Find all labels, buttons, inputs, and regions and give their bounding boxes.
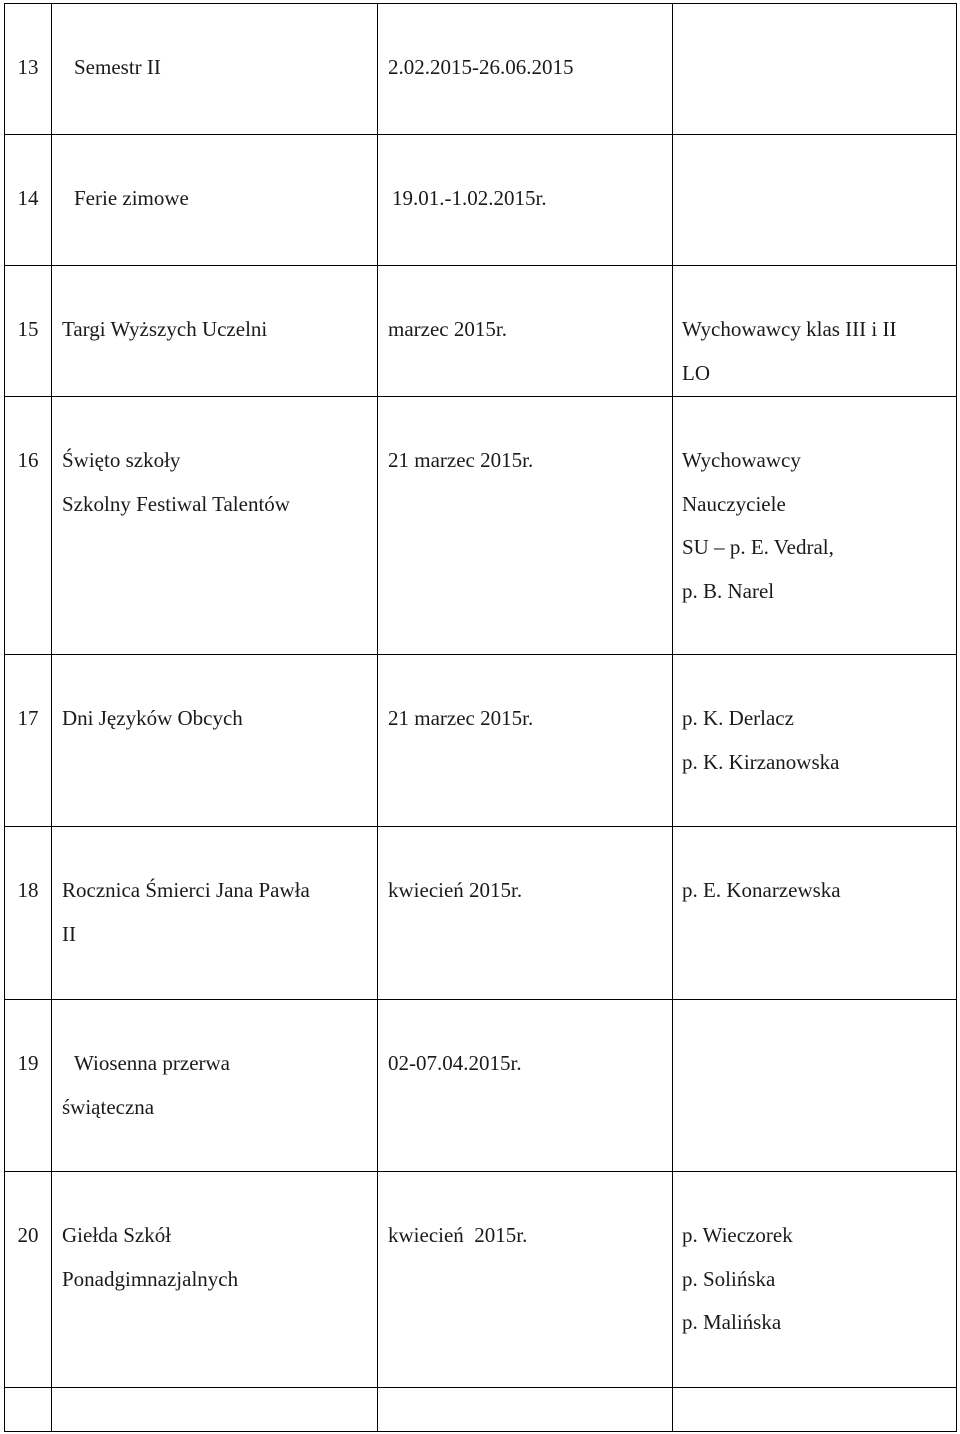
event-date: 21 marzec 2015r. [388, 706, 534, 730]
event-name-cell [52, 135, 378, 266]
responsible-person: p. Wieczorek [682, 1223, 793, 1247]
responsible-cell [673, 1172, 957, 1388]
event-name: świąteczna [62, 1094, 155, 1119]
event-date-cell [378, 397, 673, 655]
row-number-cell [5, 397, 52, 655]
schedule-table [4, 3, 957, 1432]
responsible-person: p. K. Kirzanowska [682, 749, 840, 774]
event-name: Semestr II [74, 55, 161, 79]
table-row [5, 1172, 957, 1388]
event-date: kwiecień 2015r. [388, 878, 523, 902]
table-row [5, 135, 957, 266]
event-name-cell [52, 827, 378, 1000]
row-number: 14 [17, 186, 39, 210]
responsible-person: Wychowawcy [682, 448, 801, 472]
responsible-cell [673, 827, 957, 1000]
event-name-cell [52, 4, 378, 135]
row-number-cell [5, 266, 52, 397]
responsible-person: LO [682, 360, 710, 385]
event-name: Dni Języków Obcych [62, 706, 243, 730]
event-date-cell [378, 135, 673, 266]
row-number-cell [5, 135, 52, 266]
responsible-person: p. K. Derlacz [682, 706, 794, 730]
table-row [5, 1388, 957, 1432]
event-date: 21 marzec 2015r. [388, 448, 534, 472]
event-name: Ferie zimowe [74, 186, 189, 210]
responsible-cell [673, 135, 957, 266]
responsible-cell [673, 1000, 957, 1172]
event-date: 02-07.04.2015r. [388, 1051, 522, 1075]
event-name-cell [52, 1388, 378, 1432]
event-name: Rocznica Śmierci Jana Pawła [62, 878, 310, 902]
event-date-cell [378, 827, 673, 1000]
row-number-cell [5, 827, 52, 1000]
row-number: 15 [17, 317, 39, 341]
event-name-cell [52, 397, 378, 655]
responsible-person: p. Malińska [682, 1310, 782, 1334]
responsible-cell [673, 655, 957, 827]
table-row [5, 266, 957, 397]
table-row [5, 4, 957, 135]
table-row [5, 397, 957, 655]
event-name: Targi Wyższych Uczelni [62, 317, 268, 341]
event-name: Giełda Szkół [62, 1223, 172, 1247]
responsible-person: Wychowawcy klas III i II [682, 317, 897, 341]
responsible-cell [673, 266, 957, 397]
event-name-cell [52, 655, 378, 827]
event-name-cell [52, 266, 378, 397]
responsible-person: p. E. Konarzewska [682, 878, 841, 902]
event-date: 2.02.2015-26.06.2015 [388, 55, 574, 79]
row-number-cell [5, 1000, 52, 1172]
responsible-person: p. Solińska [682, 1266, 776, 1291]
event-date-cell [378, 4, 673, 135]
event-name: II [62, 921, 76, 946]
event-date: marzec 2015r. [388, 317, 507, 341]
event-date: kwiecień 2015r. [388, 1223, 528, 1247]
row-number: 20 [17, 1223, 39, 1247]
event-date-cell [378, 655, 673, 827]
event-date-cell [378, 1000, 673, 1172]
row-number-cell [5, 4, 52, 135]
responsible-cell [673, 397, 957, 655]
responsible-cell [673, 1388, 957, 1432]
event-date-cell [378, 1388, 673, 1432]
row-number-cell [5, 1388, 52, 1432]
event-name-cell [52, 1000, 378, 1172]
responsible-person: Nauczyciele [682, 491, 786, 516]
event-date-cell [378, 1172, 673, 1388]
table-row [5, 1000, 957, 1172]
event-date-cell [378, 266, 673, 397]
row-number-cell [5, 1172, 52, 1388]
row-number: 19 [17, 1051, 39, 1075]
event-name: Szkolny Festiwal Talentów [62, 491, 290, 516]
event-name: Ponadgimnazjalnych [62, 1266, 239, 1291]
event-name-cell [52, 1172, 378, 1388]
responsible-person: SU – p. E. Vedral, [682, 535, 834, 559]
table-row [5, 827, 957, 1000]
table-row [5, 655, 957, 827]
responsible-cell [673, 4, 957, 135]
event-name: Święto szkoły [62, 448, 181, 472]
row-number-cell [5, 655, 52, 827]
responsible-person: p. B. Narel [682, 578, 775, 603]
row-number: 16 [17, 448, 39, 472]
event-date: 19.01.-1.02.2015r. [392, 186, 547, 210]
row-number: 13 [17, 55, 39, 79]
row-number: 18 [17, 878, 39, 902]
row-number: 17 [17, 706, 39, 730]
event-name: Wiosenna przerwa [74, 1051, 230, 1075]
